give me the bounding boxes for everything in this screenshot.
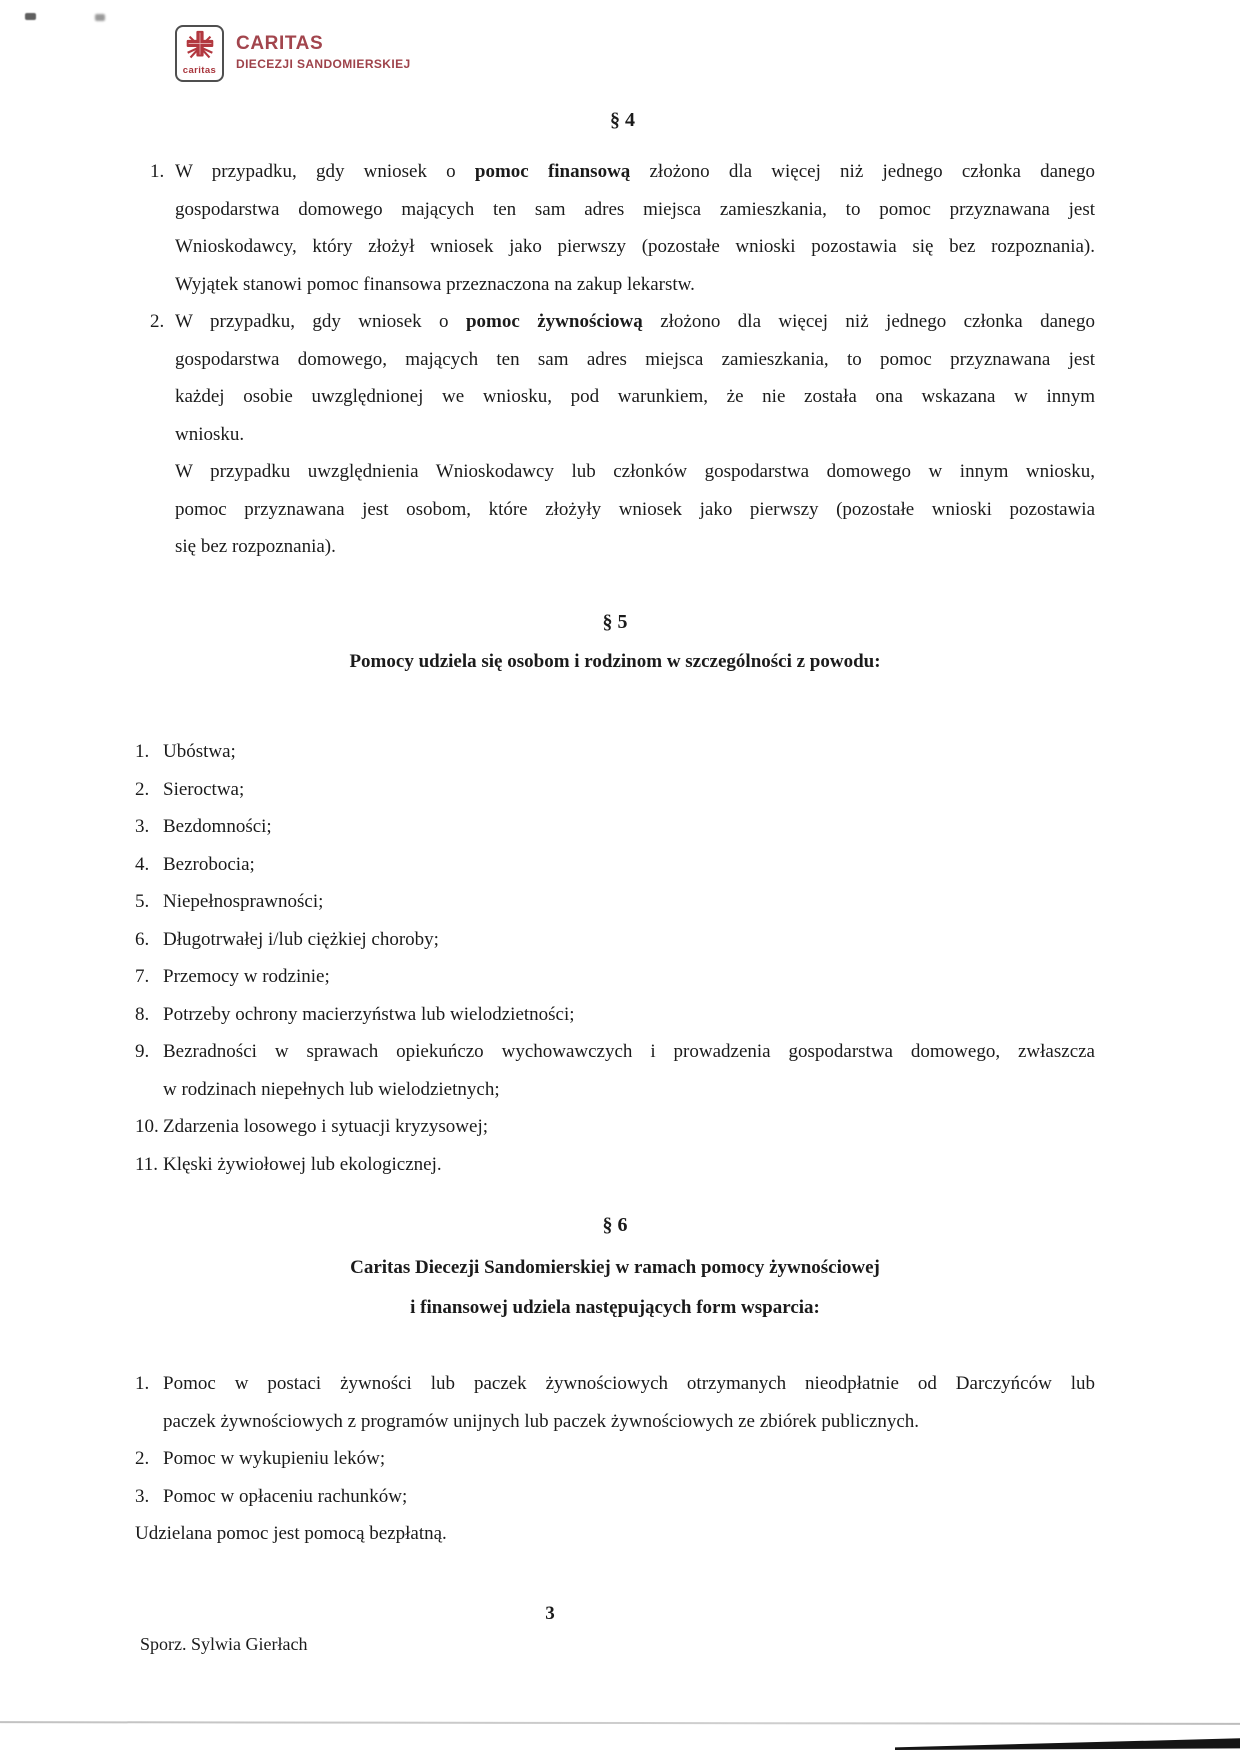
numbered-list	[135, 733, 1095, 1183]
section-paragraph-4	[150, 105, 1095, 566]
text-line: każdej osobie uwzględnionej we wniosku, pod warunkiem, że nie została ona wskazana w innym	[175, 386, 1095, 407]
text-line: Ubóstwa;	[163, 741, 236, 762]
list-item-number: 4.	[135, 853, 150, 875]
list-item-number: 8.	[135, 1003, 150, 1025]
list-item-number: 6.	[135, 928, 150, 950]
text-line: W przypadku, gdy wniosek o pomoc finansową złożono dla więcej niż jednego członka danego	[175, 161, 1095, 182]
text-line: Przemocy w rodzinie;	[163, 966, 330, 987]
text-line: się bez rozpoznania).	[175, 536, 336, 557]
text-line: Bezradności w sprawach opiekuńczo wychowawczych i prowadzenia gospodarstwa domowego, zwłaszcza	[163, 1041, 1095, 1062]
text-line: w rodzinach niepełnych lub wielodzietnych;	[163, 1078, 500, 1100]
closing-statement: Udzielana pomoc jest pomocą bezpłatną.	[135, 1523, 447, 1544]
scan-speck	[25, 13, 36, 20]
numbered-list	[135, 1365, 1095, 1515]
list-item	[150, 153, 1095, 303]
list-item-number: 3.	[135, 816, 150, 837]
text-line: pomoc przyznawana jest osobom, które złożyły wniosek jako pierwszy (pozostałe wnioski pozostawia	[175, 498, 1095, 520]
list-item	[135, 1478, 1095, 1516]
section-subtitle-line: Caritas Diecezji Sandomierskiej w ramach pomocy żywnościowej	[350, 1257, 880, 1278]
section-paragraph-5	[135, 607, 1095, 1183]
list-item-number: 1.	[135, 1373, 150, 1394]
list-item	[135, 808, 1095, 846]
logo-wordmark: caritas	[182, 65, 217, 76]
text-line: W przypadku uwzględnienia Wnioskodawcy lub członków gospodarstwa domowego w innym wniosku,	[175, 461, 1095, 482]
text-line: Sieroctwa;	[163, 778, 245, 800]
list-item-number: 10.	[135, 1116, 159, 1137]
text-line: Pomoc w opłaceniu rachunków;	[163, 1485, 408, 1507]
list-item-number: 7.	[135, 966, 150, 987]
list-item	[135, 733, 1095, 771]
list-item-number: 2.	[135, 778, 150, 800]
list-item-number: 11.	[135, 1153, 159, 1175]
section-subtitle: Pomocy udziela się osobom i rodzinom w szczególności z powodu:	[349, 651, 881, 672]
list-item	[135, 921, 1095, 959]
section-subtitle-line: i finansowej udziela następujących form wsparcia:	[410, 1297, 820, 1318]
list-item	[135, 1033, 1095, 1108]
scan-speck	[95, 14, 105, 21]
list-item	[135, 996, 1095, 1034]
text-line: gospodarstwa domowego, mających ten sam adres miejsca zamieszkania, to pomoc przyznawana jest	[175, 348, 1095, 370]
list-item-number: 5.	[135, 891, 150, 912]
list-item-number: 3.	[135, 1485, 150, 1507]
text-line: Zdarzenia losowego i sytuacji kryzysowej;	[163, 1116, 489, 1137]
section-subtitle-block	[135, 1248, 1095, 1328]
text-line: wniosku.	[175, 423, 245, 445]
list-item-number: 1.	[135, 741, 150, 762]
list-item	[135, 771, 1095, 809]
organization-header	[236, 33, 411, 72]
numbered-list	[150, 153, 1095, 566]
list-item	[135, 1440, 1095, 1478]
text-line: Pomoc w wykupieniu leków;	[163, 1448, 386, 1469]
text-line: gospodarstwa domowego mających ten sam adres miejsca zamieszkania, to pomoc przyznawana jest	[175, 198, 1095, 220]
list-item	[150, 303, 1095, 566]
text-line: Wnioskodawcy, który złożył wniosek jako pierwszy (pozostałe wnioski pozostawia się bez rozpoznania).	[175, 236, 1095, 257]
list-item-number: 2.	[135, 1448, 150, 1469]
list-item	[135, 1365, 1095, 1440]
text-line: Bezrobocia;	[163, 853, 255, 875]
list-item-number: 1.	[150, 161, 165, 182]
text-line: Klęski żywiołowej lub ekologicznej.	[163, 1153, 442, 1175]
text-line: Wyjątek stanowi pomoc finansowa przeznaczona na zakup lekarstw.	[175, 273, 695, 295]
scan-line-artifact	[0, 1721, 1240, 1725]
scan-shadow-artifact	[895, 1738, 1240, 1751]
prepared-by-note: Sporz. Sylwia Gierłach	[140, 1634, 308, 1654]
caritas-cross-icon	[181, 29, 219, 67]
page-number: 3	[545, 1603, 555, 1624]
organization-name: CARITAS	[236, 33, 324, 54]
list-item	[135, 958, 1095, 996]
text-line: W przypadku, gdy wniosek o pomoc żywnościową złożono dla więcej niż jednego członka danego	[175, 311, 1095, 332]
list-item	[135, 1146, 1095, 1184]
text-line: Potrzeby ochrony macierzyństwa lub wielodzietności;	[163, 1003, 575, 1025]
list-item	[135, 883, 1095, 921]
section-paragraph-6	[135, 1210, 1095, 1553]
text-line: Pomoc w postaci żywności lub paczek żywnościowych otrzymanych nieodpłatnie od Darczyńców lub	[163, 1373, 1095, 1394]
organization-subtitle: DIECEZJI SANDOMIERSKIEJ	[236, 57, 411, 71]
text-line: Długotrwałej i/lub ciężkiej choroby;	[163, 928, 439, 950]
text-line: paczek żywnościowych z programów unijnych lub paczek żywnościowych ze zbiórek publicznych.	[163, 1410, 920, 1432]
section-heading: § 6	[602, 1214, 628, 1236]
section-heading: § 5	[602, 611, 628, 633]
text-line: Niepełnosprawności;	[163, 891, 324, 912]
list-item	[135, 846, 1095, 884]
caritas-logo	[175, 25, 224, 82]
text-line: Bezdomności;	[163, 816, 272, 837]
list-item-number: 9.	[135, 1041, 150, 1062]
list-item	[135, 1108, 1095, 1146]
list-item-number: 2.	[150, 311, 165, 332]
section-heading: § 4	[610, 109, 635, 131]
